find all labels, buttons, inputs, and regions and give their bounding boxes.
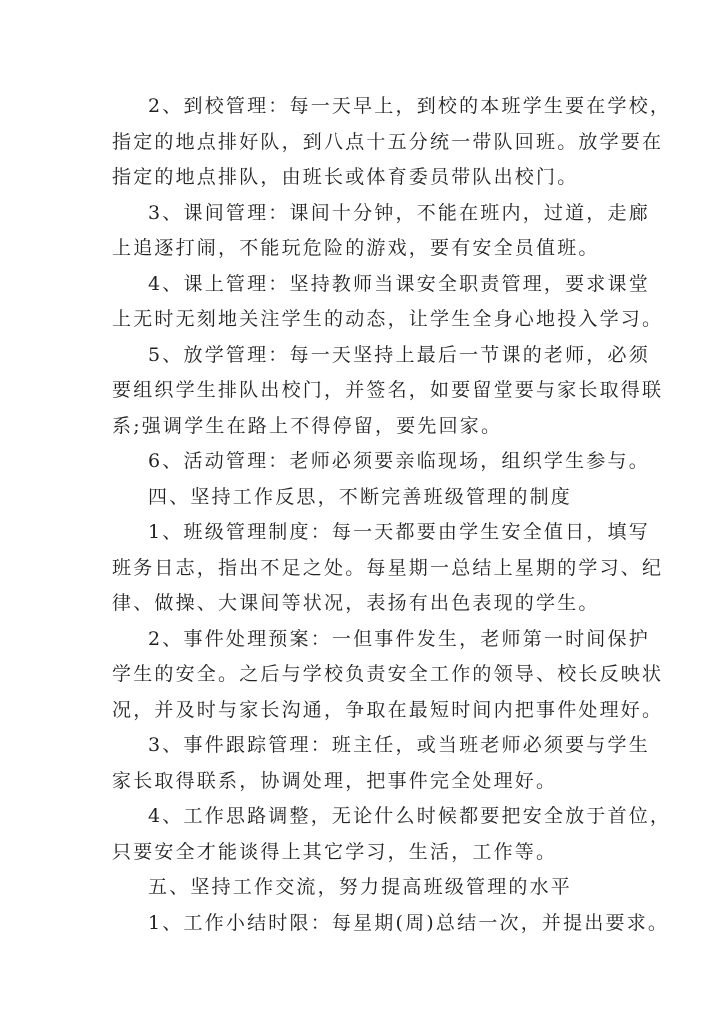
text-line-17: 学生的安全。之后与学校负责安全工作的领导、校长反映状	[112, 663, 664, 685]
text-line-7: 上无时无刻地关注学生的动态，让学生全身心地投入学习。	[112, 308, 664, 330]
text-line-2: 指定的地点排好队，到八点十五分统一带队回班。放学要在	[112, 131, 664, 153]
text-line-6: 4、课上管理：坚持教师当课安全职责管理，要求课堂	[148, 273, 650, 295]
text-line-1: 2、到校管理：每一天早上，到校的本班学生要在学校，	[148, 95, 672, 117]
text-line-8: 5、放学管理：每一天坚持上最后一节课的老师，必须	[148, 344, 650, 366]
text-line-16: 2、事件处理预案：一但事件发生，老师第一时间保护	[148, 628, 650, 650]
text-line-5: 上追逐打闹，不能玩危险的游戏，要有安全员值班。	[112, 237, 600, 259]
text-line-15: 律、做操、大课间等状况，表扬有出色表现的学生。	[112, 592, 600, 614]
text-line-20: 家长取得联系，协调处理，把事件完全处理好。	[112, 770, 558, 792]
text-line-10: 系;强调学生在路上不得停留，要先回家。	[112, 415, 503, 437]
section-heading-4: 四、坚持工作反思，不断完善班级管理的制度	[148, 486, 573, 508]
text-line-14: 班务日志，指出不足之处。每星期一总结上星期的学习、纪	[112, 557, 664, 579]
text-line-18: 况，并及时与家长沟通，争取在最短时间内把事件处理好。	[112, 699, 664, 721]
text-line-19: 3、事件跟踪管理：班主任，或当班老师必须要与学生	[148, 734, 650, 756]
section-heading-5: 五、坚持工作交流，努力提高班级管理的水平	[148, 876, 573, 898]
text-line-22: 只要安全才能谈得上其它学习，生活，工作等。	[112, 841, 558, 863]
text-line-11: 6、活动管理：老师必须要亲临现场，组织学生参与。	[148, 450, 650, 472]
text-line-9: 要组织学生排队出校门，并签名，如要留堂要与家长取得联	[112, 379, 664, 401]
text-line-24: 1、工作小结时限：每星期(周)总结一次，并提出要求。	[148, 912, 670, 934]
text-line-4: 3、课间管理：课间十分钟，不能在班内，过道，走廊	[148, 202, 650, 224]
text-line-3: 指定的地点排队，由班长或体育委员带队出校门。	[112, 166, 579, 188]
text-line-21: 4、工作思路调整，无论什么时候都要把安全放于首位，	[148, 805, 672, 827]
text-line-13: 1、班级管理制度：每一天都要由学生安全值日，填写	[148, 521, 650, 543]
